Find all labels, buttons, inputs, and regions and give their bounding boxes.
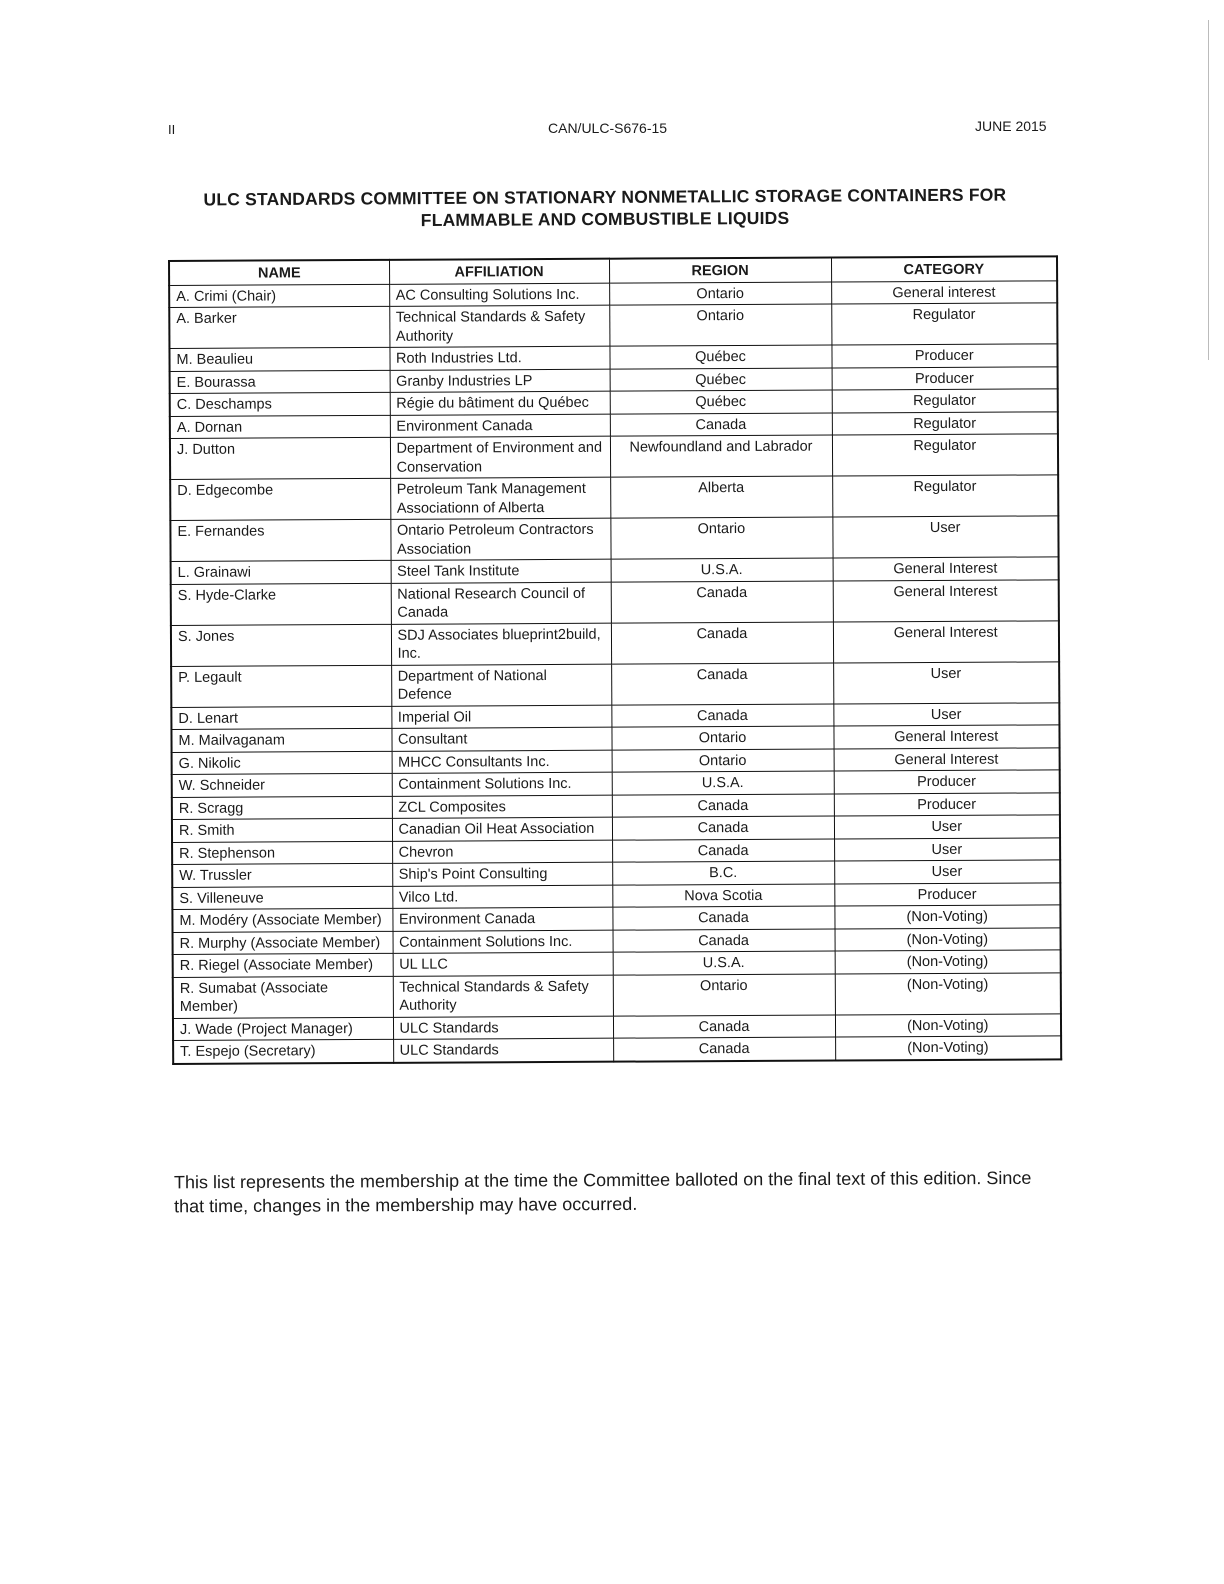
member-category: User [833,702,1059,726]
member-region: Canada [613,1015,835,1039]
member-name: A. Barker [169,306,389,348]
member-category: (Non-Voting) [835,1036,1061,1060]
member-name: R. Murphy (Associate Member) [173,931,393,955]
member-name: E. Bourassa [170,370,390,394]
member-category: Regulator [832,475,1058,517]
member-affiliation: ULC Standards [393,1038,613,1062]
member-category: Producer [831,344,1057,368]
member-name: W. Trussler [172,863,392,887]
member-region: Canada [612,816,834,840]
member-affiliation: MHCC Consultants Inc. [392,750,612,774]
member-affiliation: Chevron [392,840,612,864]
member-affiliation: Technical Standards & Safety Authority [393,975,613,1017]
title-line-1: ULC STANDARDS COMMITTEE ON STATIONARY NONMETALLIC STORAGE CONTAINERS FOR [203,184,1007,210]
member-name: P. Legault [171,665,391,707]
member-name: R. Sumabat (Associate Member) [173,976,393,1018]
table-row [173,972,1061,1018]
member-affiliation: Ship's Point Consulting [392,862,612,886]
member-name: R. Scragg [172,796,392,820]
member-region: U.S.A. [611,558,833,582]
member-category: Regulator [832,434,1058,476]
member-name: S. Hyde-Clarke [171,583,391,625]
member-region: Canada [611,622,833,664]
member-region: Newfoundland and Labrador [610,435,832,477]
member-name: W. Schneider [172,773,392,797]
member-affiliation: ULC Standards [393,1016,613,1040]
member-affiliation: Technical Standards & Safety Authority [389,305,609,347]
member-category: General interest [831,280,1057,304]
member-affiliation: Environment Canada [390,414,610,438]
member-affiliation: Consultant [391,727,611,751]
table-row [173,1036,1061,1064]
scan-margin-line [1208,20,1209,360]
table-row [169,303,1057,349]
member-name: J. Dutton [170,437,390,479]
member-region: U.S.A. [612,771,834,795]
member-category: Regulator [832,389,1058,413]
member-category: Producer [832,366,1058,390]
member-affiliation: Environment Canada [392,907,612,931]
member-region: Ontario [610,517,832,559]
member-region: Nova Scotia [612,884,834,908]
member-category: User [832,516,1058,558]
member-name: R. Smith [172,818,392,842]
member-category: (Non-Voting) [835,950,1061,974]
member-affiliation: UL LLC [393,952,613,976]
member-affiliation: Ontario Petroleum Contractors Association [390,518,610,560]
member-category: User [833,661,1059,703]
member-name: J. Wade (Project Manager) [173,1017,393,1041]
member-region: Canada [611,581,833,623]
member-category: General Interest [833,725,1059,749]
member-affiliation: SDJ Associates blueprint2build, Inc. [391,623,611,665]
header-category: CATEGORY [831,256,1057,281]
member-region: Ontario [609,304,831,346]
table-row [171,620,1059,666]
member-category: General Interest [833,557,1059,581]
member-category: User [834,815,1060,839]
page-number: II [168,122,176,137]
member-region: Ontario [613,974,835,1016]
member-name: M. Beaulieu [169,347,389,371]
member-region: Ontario [611,726,833,750]
member-name: S. Jones [171,624,391,666]
table-row [170,434,1058,480]
member-affiliation: Containment Solutions Inc. [393,930,613,954]
member-region: Canada [611,704,833,728]
member-category: Producer [834,882,1060,906]
member-name: L. Grainawi [171,560,391,584]
member-category: User [834,860,1060,884]
member-affiliation: Vilco Ltd. [392,885,612,909]
member-name: R. Riegel (Associate Member) [173,953,393,977]
document-code: CAN/ULC-S676-15 [548,120,668,136]
member-region: B.C. [612,861,834,885]
member-affiliation: Canadian Oil Heat Association [392,817,612,841]
member-region: U.S.A. [613,951,835,975]
member-affiliation: Petroleum Tank Management Associationn of Alberta [390,477,610,519]
member-affiliation: Roth Industries Ltd. [389,346,609,370]
member-affiliation: ZCL Composites [392,795,612,819]
table-row [171,661,1059,707]
member-region: Canada [612,906,834,930]
member-category: Regulator [831,303,1057,345]
member-category: (Non-Voting) [835,972,1061,1014]
member-region: Canada [613,929,835,953]
member-category: Regulator [832,411,1058,435]
header-region: REGION [609,258,831,283]
member-name: A. Dornan [170,415,390,439]
member-name: M. Modéry (Associate Member) [172,908,392,932]
member-region: Québec [610,368,832,392]
member-region: Canada [612,839,834,863]
membership-note: This list represents the membership at the time the Committee balloted on the final text of this edition. Since that time, changes in the membership may have occurred. [173,1167,1032,1217]
member-category: (Non-Voting) [835,927,1061,951]
table-row [171,579,1059,625]
member-category: General Interest [833,579,1059,621]
member-region: Canada [612,794,834,818]
header-name: NAME [169,260,389,285]
member-name: M. Mailvaganam [171,728,391,752]
member-affiliation: Imperial Oil [391,705,611,729]
member-affiliation: Granby Industries LP [390,369,610,393]
member-affiliation: Régie du bâtiment du Québec [390,391,610,415]
committee-table-container [168,255,1060,1064]
member-name: R. Stephenson [172,841,392,865]
member-region: Ontario [612,749,834,773]
member-affiliation: AC Consulting Solutions Inc. [389,283,609,307]
member-affiliation: Department of National Defence [391,664,611,706]
member-category: General Interest [834,747,1060,771]
member-region: Canada [611,663,833,705]
member-name: G. Nikolic [172,751,392,775]
table-body [169,280,1061,1063]
table-row [170,475,1058,521]
member-name: D. Lenart [171,706,391,730]
member-region: Québec [610,390,832,414]
member-name: A. Crimi (Chair) [169,284,389,308]
member-name: S. Villeneuve [172,886,392,910]
member-category: General Interest [833,620,1059,662]
document-date: JUNE 2015 [975,118,1047,134]
member-affiliation: Containment Solutions Inc. [392,772,612,796]
member-category: (Non-Voting) [834,905,1060,929]
page-title [160,183,1050,232]
member-affiliation: National Research Council of Canada [391,582,611,624]
member-name: E. Fernandes [170,519,390,561]
member-region: Canada [613,1037,835,1061]
member-region: Canada [610,413,832,437]
member-affiliation: Department of Environment and Conservation [390,436,610,478]
member-region: Québec [609,345,831,369]
member-category: (Non-Voting) [835,1013,1061,1037]
member-name: D. Edgecombe [170,478,390,520]
title-line-2: FLAMMABLE AND COMBUSTIBLE LIQUIDS [420,207,790,231]
member-region: Ontario [609,282,831,306]
committee-table [168,255,1062,1064]
member-category: User [834,837,1060,861]
member-name: T. Espejo (Secretary) [173,1039,393,1063]
member-affiliation: Steel Tank Institute [391,559,611,583]
header-affiliation: AFFILIATION [389,259,609,284]
member-category: Producer [834,770,1060,794]
table-row [170,516,1058,562]
member-region: Alberta [610,476,832,518]
member-category: Producer [834,792,1060,816]
member-name: C. Deschamps [170,392,390,416]
